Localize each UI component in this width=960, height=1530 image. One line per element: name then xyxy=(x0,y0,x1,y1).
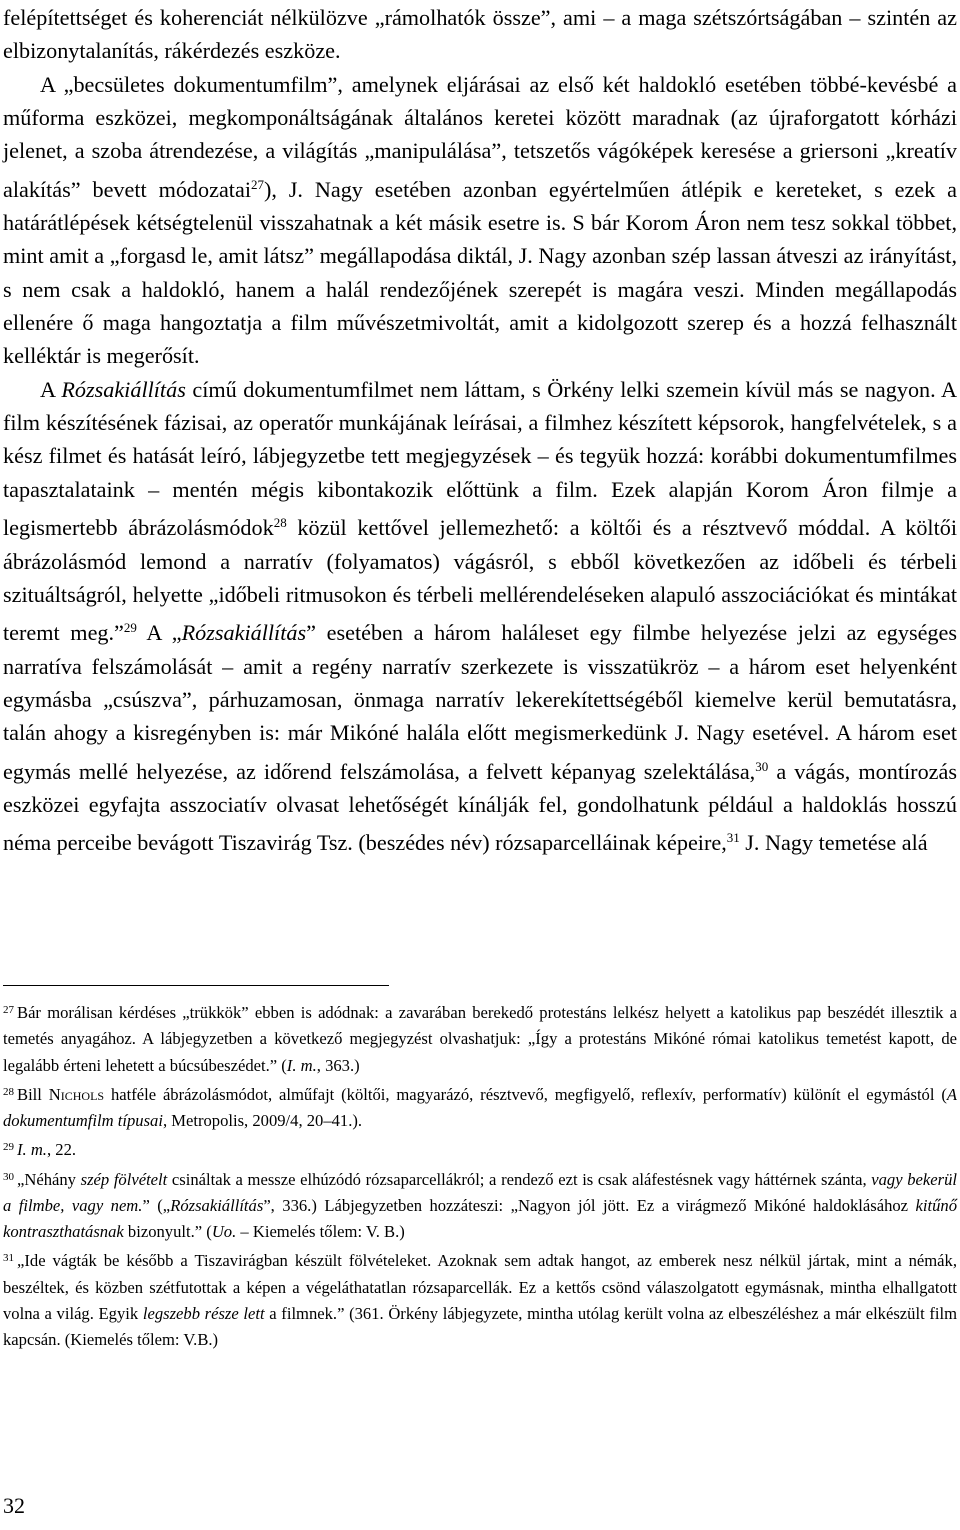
footnote-separator xyxy=(3,985,389,986)
paragraph-3-text-a: A xyxy=(40,376,62,402)
footnote-ref-28[interactable]: 28 xyxy=(273,515,287,531)
paragraph-3 xyxy=(3,373,957,860)
emphasis: szép fölvételt xyxy=(80,1169,168,1189)
footnote-number: 30 xyxy=(3,1170,14,1183)
paragraph-2 xyxy=(3,68,957,373)
footnote-ref-29[interactable]: 29 xyxy=(123,620,137,636)
paragraph-1 xyxy=(3,1,957,68)
emphasis: legszebb része lett xyxy=(142,1303,265,1323)
paragraph-2-text-b: ), J. Nagy esetében azonban egyértelműen átlépik e kereteket, s ezek a határátlépések kétségtelenül visszahatnak a két másik esetre is. S bár Korom Áron nem tesz sokkal többet, mint amit a „forgasd le, amit látsz” megállapodása diktál, J. Nagy azonban szép lassan átveszi az irányítást, s nem csak a haldokló, hanem a halál rendezőjének szerepét is magára veszi. Minden megállapodás ellenére ő maga hangoztatja a film művészetmivoltát, amit a kidolgozott szerep és a hozzá felhasznált kelléktár is megerősít. xyxy=(3,176,957,369)
footnote-ref-31[interactable]: 31 xyxy=(726,830,740,846)
footnote-text: – Kiemelés tőlem: V. B.) xyxy=(236,1222,405,1241)
footnote-text: hatféle ábrázolásmódot, alműfajt (költői, magyarázó, résztvevő, megfigyelő, reflexív, performatív) különít el egymástól ( xyxy=(104,1084,947,1104)
page xyxy=(3,0,958,1349)
footnote-ref-27[interactable]: 27 xyxy=(250,176,264,192)
footnote-28 xyxy=(3,1079,957,1135)
film-title: Rózsakiállítás xyxy=(181,620,307,646)
footnote-text: Bill xyxy=(17,1084,49,1104)
citation-ref: Uo. xyxy=(211,1222,237,1241)
footnote-31 xyxy=(3,1245,957,1353)
footnote-text: a filmnek.” (361. Örkény lábjegyzete, mintha utólag került volna az elbeszéléshez a már elkészült film kapcsán. (Kiemelés tőlem: V.B.) xyxy=(3,1303,958,1349)
paragraph-3-text-d: A „ xyxy=(136,620,182,646)
footnote-ref-30[interactable]: 30 xyxy=(755,758,769,774)
footnote-number: 28 xyxy=(3,1085,14,1098)
footnote-number: 29 xyxy=(3,1141,14,1154)
paragraph-3-text-g: J. Nagy temetése alá xyxy=(739,830,928,856)
footnote-number: 27 xyxy=(3,1004,14,1016)
footnote-text: , 22. xyxy=(46,1140,77,1160)
paragraph-1-text: felépítettséget és koherenciát nélkülözve „rámolhatók össze”, ami – a maga szétszórtságában – szintén az elbizonytalanítás, rákérdezés eszköze. xyxy=(3,5,957,64)
footnote-text: ” („ xyxy=(142,1195,171,1215)
paragraph-3-text-e: ” esetében a három haláleset egy filmbe helyezése jelzi az egységes narratíva felszámolását – amit a regény narratív szerkezete is visszatükröz – a három eset helyenként egymásba „csúszva”, párhuzamosan, önmaga narratív lekerekítettségéből kiemelve kerül bemutatásra, talán ahogy a kisregényben is: már Mikóné halála előtt megismerkedünk J. Nagy esetével. A három eset egymás mellé helyezése, az időrend felszámolása, a felvett képanyag szelektálása, xyxy=(3,620,957,784)
paragraph-3-text-f: a vágás, montírozás eszközei egyfajta asszociatív olvasat lehetőségét kínálják fel, gondolhatunk például a haldoklás hosszú néma perceibe bevágott Tiszavirág Tsz. (beszédes név) rózsaparcelláinak képeire, xyxy=(3,758,957,856)
footnote-text: csináltak a messze elhúzódó rózsaparcellákról; a rendező ezt is csak aláfestésnek vagy háttérnek szánta, xyxy=(167,1169,872,1189)
footnote-30 xyxy=(3,1164,957,1246)
work-title: A dokumentumfilm típusai xyxy=(3,1084,957,1130)
work-title: Rózsakiállítás xyxy=(170,1195,264,1215)
citation-ref: I. m. xyxy=(286,1055,317,1075)
paragraph-2-text-a: A „becsületes dokumentumfilm”, amelynek eljárásai az első két haldokló esetében többé-kevésbé a műforma eszközei, megkomponáltságának általános keretei között maradnak (az újraforgatott kórházi jelenet, a szoba átrendezése, a világítás „manipulálása”, tetszetős vágóképek keresése a griersoni „kreatív alakítás” bevett módozatai xyxy=(3,71,957,202)
citation-ref: I. m. xyxy=(17,1140,47,1160)
emphasis: vagy bekerül a filmbe, vagy nem. xyxy=(3,1169,957,1215)
main-text xyxy=(3,0,957,860)
footnote-29 xyxy=(3,1134,957,1163)
paragraph-3-text-b: című dokumentumfilmet nem láttam, s Örkény lelki szemein kívül más se nagyon. A film készítésének fázisai, az operatőr munkájának leírásai, a filmhez készített képsorok, hangfelvételek, s a kész filmet és hatását leíró, lábjegyzetbe tett megjegyzések – és tegyük hozzá: korábbi dokumentumfilmes tapasztalataink – mentén mégis kibontakozik előttünk a film. Ezek alapján Korom Áron filmje a legismertebb ábrázolásmódok xyxy=(3,376,957,541)
emphasis: kitűnő kontraszthatásnak xyxy=(3,1195,957,1241)
footnote-text: Bár morálisan kérdéses „trükkök” ebben is adódnak: a zavarában berekedő protestáns lelkész helyett a katolikus pap beszédét illesztik a temetés anyagához. A lábjegyzetben a következő megjegyzést olvashatjuk: „Így a protestáns Mikóné római katolikus temetést kapott, de legalább érteni lehetett a búcsúbeszédet.” ( xyxy=(3,1003,957,1075)
footnote-text: „Ide vágták be később a Tiszavirágban készült fölvételeket. Azoknak sem adtak hangot, az emberek nesz nélkül jártak, mint a némák, beszéltek, és közben szétfutottak a képen a végeláthatatlan rózsaparcellák. Ez a kettős csönd válaszolgatott egymásnak, mintha elhallgatott volna a világ. Egyik xyxy=(3,1251,957,1323)
footnote-text: , Metropolis, 2009/4, 20–41.). xyxy=(162,1111,363,1130)
author-name: Nichols xyxy=(48,1084,105,1104)
footnote-number: 31 xyxy=(3,1252,14,1265)
paragraph-3-text-c: közül kettővel jellemezhető: a költői és a résztvevő móddal. A költői ábrázolásmód lemond a narratív (folyamatos) vágásról, s ebből következően az időbeli és térbeli szituáltságról, helyette „időbeli ritmusokon és térbeli mellérendeléseken alapuló asszociációkat és mintákat teremt meg.” xyxy=(3,515,958,646)
page-number: 32 xyxy=(3,1493,25,1518)
footnote-27 xyxy=(3,997,957,1079)
footnote-text: , 363.) xyxy=(316,1055,360,1075)
footnote-text: ”, 336.) Lábjegyzetben hozzáteszi: „Nagyon jól jött. Ez a virágmező Mikóné haldoklásához xyxy=(263,1195,916,1215)
footnote-text: bizonyult.” ( xyxy=(123,1222,212,1241)
footnote-text: „Néhány xyxy=(17,1169,81,1189)
film-title: Rózsakiállítás xyxy=(61,376,186,402)
footnotes xyxy=(3,997,957,1353)
